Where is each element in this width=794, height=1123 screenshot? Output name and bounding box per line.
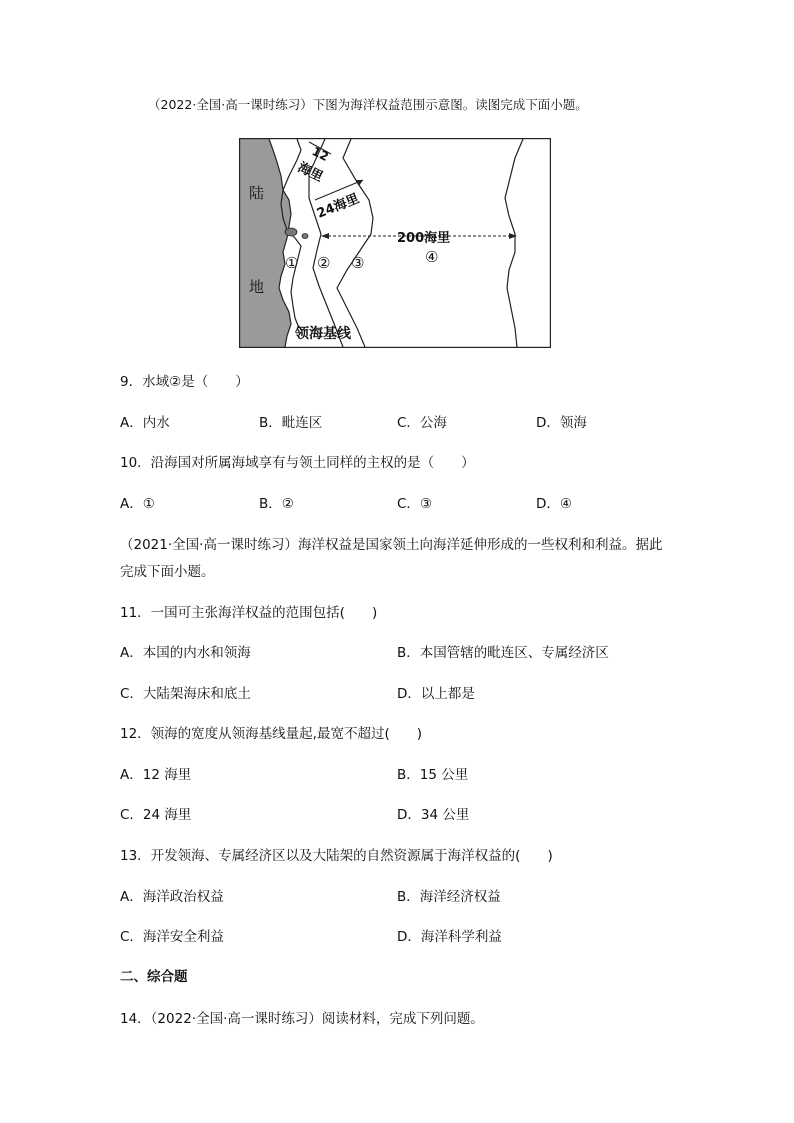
- q10-option-b[interactable]: B．②: [259, 496, 294, 512]
- zone-2-label: ②: [317, 254, 331, 272]
- q10-option-c[interactable]: C．③: [397, 496, 433, 512]
- q9-option-b[interactable]: B．毗连区: [259, 415, 323, 431]
- land-area: [240, 139, 291, 347]
- q12-option-c[interactable]: C．24 海里: [120, 807, 192, 823]
- question-9-stem: 9．水域②是（ ）: [120, 374, 249, 390]
- eez-limit: [505, 139, 523, 347]
- section-2-title: 二、综合题: [120, 969, 188, 985]
- label-baseline: 领海基线: [295, 326, 351, 342]
- question-11-stem: 11．一国可主张海洋权益的范围包括( ): [120, 605, 378, 621]
- q11-option-c[interactable]: C．大陆架海床和底土: [120, 686, 251, 702]
- arrow-200-head-right: [509, 233, 517, 239]
- zone-1-label: ①: [285, 254, 299, 272]
- label-12-unit: 海里: [295, 160, 326, 185]
- q13-option-c[interactable]: C．海洋安全利益: [120, 929, 224, 945]
- zone-4-label: ④: [425, 248, 439, 266]
- island-2: [302, 234, 308, 239]
- q12-option-a[interactable]: A．12 海里: [120, 767, 192, 783]
- group-intro-2-line2: 完成下面小题。: [120, 564, 215, 580]
- diagram-svg: [239, 138, 551, 348]
- group-intro-1: （2022·全国·高一课时练习）下图为海洋权益范围示意图。读图完成下面小题。: [148, 97, 588, 112]
- label-24: 24海里: [314, 191, 362, 222]
- label-12: 12: [309, 144, 331, 165]
- q13-option-b[interactable]: B．海洋经济权益: [397, 889, 501, 905]
- q9-option-a[interactable]: A．内水: [120, 415, 170, 431]
- question-14-stem: 14．（2022·全国·高一课时练习）阅读材料，完成下列问题。: [120, 1011, 484, 1027]
- question-10-stem: 10．沿海国对所属海域享有与领土同样的主权的是（ ）: [120, 455, 475, 471]
- island-1: [285, 228, 297, 236]
- q9-option-d[interactable]: D．领海: [536, 415, 587, 431]
- q13-option-a[interactable]: A．海洋政治权益: [120, 889, 224, 905]
- q12-option-b[interactable]: B．15 公里: [397, 767, 469, 783]
- label-200: 200海里: [397, 231, 451, 246]
- maritime-rights-diagram: [239, 138, 551, 348]
- question-12-stem: 12．领海的宽度从领海基线量起,最宽不超过( ): [120, 726, 423, 742]
- label-land-1: 陆: [249, 184, 265, 202]
- arrow-200-head-left: [321, 233, 329, 239]
- q12-option-d[interactable]: D．34 公里: [397, 807, 470, 823]
- label-land-2: 地: [249, 278, 265, 296]
- q11-option-a[interactable]: A．本国的内水和领海: [120, 645, 251, 661]
- q9-option-c[interactable]: C．公海: [397, 415, 447, 431]
- q10-option-d[interactable]: D．④: [536, 496, 572, 512]
- zone-3-label: ③: [351, 254, 365, 272]
- contiguous-zone-limit: [337, 139, 373, 347]
- q11-option-d[interactable]: D．以上都是: [397, 686, 475, 702]
- question-13-stem: 13．开发领海、专属经济区以及大陆架的自然资源属于海洋权益的( ): [120, 848, 553, 864]
- group-intro-2-line1: （2021·全国·高一课时练习）海洋权益是国家领土向海洋延伸形成的一些权利和利益。据此: [120, 537, 663, 553]
- q13-option-d[interactable]: D．海洋科学利益: [397, 929, 502, 945]
- q10-option-a[interactable]: A．①: [120, 496, 155, 512]
- q11-option-b[interactable]: B．本国管辖的毗连区、专属经济区: [397, 645, 609, 661]
